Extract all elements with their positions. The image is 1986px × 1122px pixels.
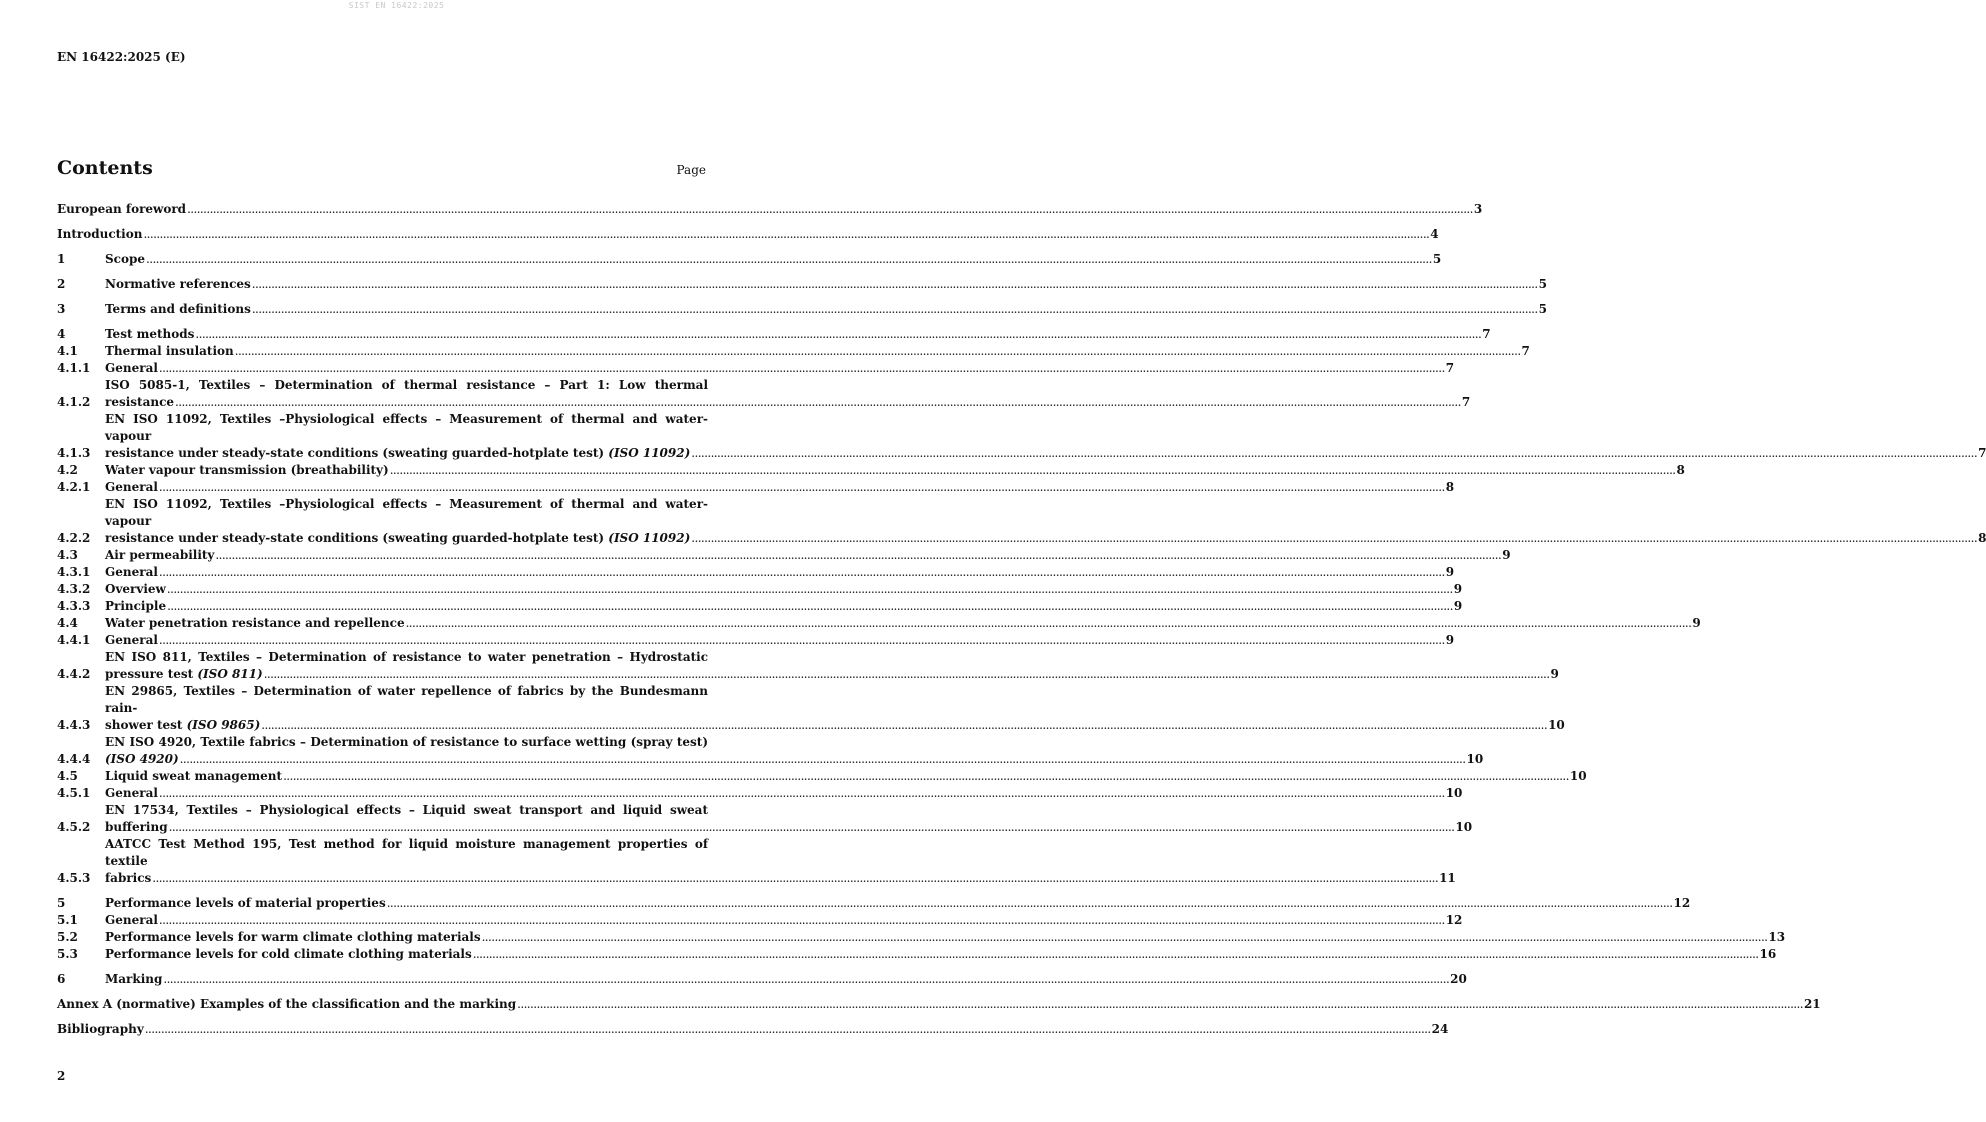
toc-page-number: 7 [1521,344,1530,358]
toc-entry-title: Terms and definitions [105,302,251,316]
toc-page-number: 9 [1502,548,1511,562]
toc-page-number: 20 [1450,972,1467,986]
toc-entry-title: European foreword [57,202,187,216]
dot-leader: ................................................................................................................................................................................................................................................................................................................................................................................................................ [143,227,1430,241]
toc-entry[interactable] [57,734,1484,768]
toc-entry-title: Performance levels for cold climate clothing materials [105,947,472,961]
dot-leader: ................................................................................................................................................................................................................................................................................................................................................................................................................ [234,344,1521,358]
dot-leader: ................................................................................................................................................................................................................................................................................................................................................................................................................ [158,786,1445,800]
toc-entry[interactable] [57,895,1691,912]
toc-section-number: 3 [57,302,66,316]
toc-entry[interactable] [57,462,1685,479]
dot-leader: ................................................................................................................................................................................................................................................................................................................................................................................................................ [405,616,1692,630]
toc-entry[interactable] [57,598,1463,615]
dot-leader: ................................................................................................................................................................................................................................................................................................................................................................................................................ [166,582,1453,596]
toc-section-number: 4.1.2 [57,395,91,409]
watermark: SIST EN 16422:2025 [348,1,445,10]
toc-entry-title-line: EN 29865, Textiles – Determination of water repellence of fabrics by the Bundesmann rain- [105,684,708,715]
dot-leader: ................................................................................................................................................................................................................................................................................................................................................................................................................ [472,947,1759,961]
toc-entry-title-line: ISO 5085-1, Textiles – Determination of thermal resistance – Part 1: Low thermal [105,378,708,392]
dot-leader: ................................................................................................................................................................................................................................................................................................................................................................................................................ [146,252,1432,266]
toc-page-number: 5 [1538,277,1547,291]
page-number: 2 [57,1069,66,1083]
toc-section-number: 4.5.2 [57,820,91,834]
toc-entry-title: fabrics [105,871,152,885]
dot-leader: ................................................................................................................................................................................................................................................................................................................................................................................................................ [517,997,1803,1011]
toc-entry-title-line: EN ISO 11092, Textiles –Physiological effects – Measurement of thermal and water-vapour [105,497,708,528]
toc-section-number: 1 [57,252,66,266]
toc-entry[interactable] [57,649,1559,683]
toc-page-number: 7 [1482,327,1491,341]
toc-page-number: 9 [1453,582,1463,596]
toc-entry[interactable] [57,946,1777,963]
page-column-label: Page [676,163,706,177]
toc-entry-title: General [105,633,158,647]
dot-leader: ................................................................................................................................................................................................................................................................................................................................................................................................................ [158,565,1445,579]
toc-section-number: 4.5.1 [57,786,91,800]
toc-section-number: 4.3.2 [57,582,91,596]
toc-entry[interactable] [57,802,1473,836]
toc-entry-title: General [105,361,158,375]
toc-page-number: 21 [1803,997,1821,1011]
contents-title: Contents [57,157,153,179]
toc-entry[interactable] [57,343,1530,360]
document-id: EN 16422:2025 (E) [57,50,186,64]
toc-page-number: 16 [1759,947,1777,961]
toc-entry-title: (ISO 4920) [105,752,179,766]
dot-leader: ................................................................................................................................................................................................................................................................................................................................................................................................................ [195,327,1482,341]
toc-section-number: 4.4.1 [57,633,91,647]
toc-entry-title: resistance under steady-state conditions (sweating guarded-hotplate test) (ISO 11092) [105,531,691,545]
toc-entry[interactable] [57,547,1511,564]
toc-section-number: 4.2 [57,463,78,477]
toc-entry[interactable] [57,226,1439,243]
dot-leader: ................................................................................................................................................................................................................................................................................................................................................................................................................ [168,820,1455,834]
toc-section-number: 4.4.2 [57,667,91,681]
toc-entry-title: buffering [105,820,168,834]
toc-entry-title: Overview [105,582,166,596]
toc-entry-title: Introduction [57,227,143,241]
toc-entry-title: Marking [105,972,163,986]
toc-page-number: 5 [1538,302,1547,316]
dot-leader: ................................................................................................................................................................................................................................................................................................................................................................................................................ [481,930,1768,944]
dot-leader: ................................................................................................................................................................................................................................................................................................................................................................................................................ [175,395,1461,409]
toc-page-number: 10 [1466,752,1484,766]
dot-leader: ................................................................................................................................................................................................................................................................................................................................................................................................................ [187,202,1473,216]
toc-entry-title: Annex A (normative) Examples of the classification and the marking [57,997,517,1011]
toc-entry[interactable] [57,251,1442,268]
toc-page-number: 12 [1445,913,1463,927]
dot-leader: ................................................................................................................................................................................................................................................................................................................................................................................................................ [158,913,1445,927]
toc-entry-title-line: EN ISO 11092, Textiles –Physiological effects – Measurement of thermal and water-vapour [105,412,708,443]
toc-entry-title: Air permeability [105,548,215,562]
dot-leader: ................................................................................................................................................................................................................................................................................................................................................................................................................ [263,667,1550,681]
toc-entry[interactable] [57,411,1986,462]
toc-page-number: 4 [1430,227,1439,241]
toc-section-number: 4.5.3 [57,871,91,885]
toc-page-number: 24 [1431,1022,1449,1036]
dot-leader: ................................................................................................................................................................................................................................................................................................................................................................................................................ [158,361,1445,375]
dot-leader: ................................................................................................................................................................................................................................................................................................................................................................................................................ [389,463,1676,477]
toc-entry-title: Normative references [105,277,251,291]
toc-entry-title: Water vapour transmission (breathability) [105,463,389,477]
toc-section-number: 4.2.2 [57,531,91,545]
dot-leader: ................................................................................................................................................................................................................................................................................................................................................................................................................ [158,480,1445,494]
toc-entry-title: Bibliography [57,1022,144,1036]
toc-entry[interactable] [57,1021,1449,1038]
toc-page-number: 7 [1978,446,1986,460]
dot-leader: ................................................................................................................................................................................................................................................................................................................................................................................................................ [386,896,1673,910]
toc-entry[interactable] [57,581,1463,598]
toc-entry[interactable] [57,912,1463,929]
toc-page-number: 10 [1445,786,1463,800]
toc-entry[interactable] [57,996,1821,1013]
toc-entry-title-line: AATCC Test Method 195, Test method for liquid moisture management properties of textile [105,837,708,868]
dot-leader: ................................................................................................................................................................................................................................................................................................................................................................................................................ [283,769,1569,783]
toc-entry-title: pressure test (ISO 811) [105,667,263,681]
toc-section-number: 5.2 [57,930,78,944]
toc-entry-title-line: EN ISO 4920, Textile fabrics – Determination of resistance to surface wetting (spray test) [105,735,708,749]
toc-entry-title: General [105,913,158,927]
dot-leader: ................................................................................................................................................................................................................................................................................................................................................................................................................ [144,1022,1431,1036]
dot-leader: ................................................................................................................................................................................................................................................................................................................................................................................................................ [167,599,1453,613]
toc-page-number: 7 [1461,395,1471,409]
toc-section-number: 4.4 [57,616,78,630]
toc-page-number: 3 [1473,202,1483,216]
toc-entry[interactable] [57,836,1456,887]
toc-entry-title: Thermal insulation [105,344,234,358]
toc-entry-title: Performance levels of material properties [105,896,386,910]
toc-entry[interactable] [57,929,1786,946]
toc-entry[interactable] [57,377,1471,411]
toc-page-number: 11 [1439,871,1456,885]
toc-section-number: 4.1 [57,344,78,358]
toc-section-number: 5.3 [57,947,78,961]
toc-entry-title: General [105,786,158,800]
toc-page-number: 8 [1978,531,1986,545]
toc-entry[interactable] [57,632,1455,649]
toc-page-number: 12 [1673,896,1691,910]
toc-page-number: 5 [1432,252,1442,266]
toc-entry[interactable] [57,768,1587,785]
toc-page-number: 9 [1692,616,1701,630]
toc-entry[interactable] [57,360,1455,377]
dot-leader: ................................................................................................................................................................................................................................................................................................................................................................................................................ [261,718,1548,732]
dot-leader: ................................................................................................................................................................................................................................................................................................................................................................................................................ [158,633,1445,647]
toc-entry[interactable] [57,496,1986,547]
toc-section-number: 4 [57,327,66,341]
toc-entry[interactable] [57,971,1467,988]
toc-entry-title-line: EN ISO 811, Textiles – Determination of resistance to water penetration – Hydrostatic [105,650,708,664]
toc-page-number: 10 [1455,820,1473,834]
toc-entry-title: resistance under steady-state conditions (sweating guarded-hotplate test) (ISO 11092) [105,446,691,460]
toc-entry-title: General [105,480,158,494]
toc-page-number: 9 [1453,599,1463,613]
toc-section-number: 5.1 [57,913,78,927]
dot-leader: ................................................................................................................................................................................................................................................................................................................................................................................................................ [691,446,1978,460]
toc-entry[interactable] [57,564,1455,581]
toc-section-number: 4.4.4 [57,752,91,766]
dot-leader: ................................................................................................................................................................................................................................................................................................................................................................................................................ [215,548,1502,562]
table-of-contents [57,201,1986,1038]
toc-entry[interactable] [57,326,1491,343]
toc-entry-title: resistance [105,395,175,409]
dot-leader: ................................................................................................................................................................................................................................................................................................................................................................................................................ [179,752,1466,766]
toc-entry-title: Liquid sweat management [105,769,283,783]
toc-entry-title-line: EN 17534, Textiles – Physiological effects – Liquid sweat transport and liquid sweat [105,803,708,817]
toc-page-number: 13 [1768,930,1786,944]
toc-section-number: 4.3.3 [57,599,91,613]
toc-entry-title: Test methods [105,327,195,341]
toc-section-number: 4.1.1 [57,361,91,375]
toc-entry-title: shower test (ISO 9865) [105,718,261,732]
toc-entry[interactable] [57,683,1565,734]
dot-leader: ................................................................................................................................................................................................................................................................................................................................................................................................................ [163,972,1450,986]
toc-page-number: 9 [1445,565,1455,579]
toc-page-number: 8 [1445,480,1455,494]
toc-entry[interactable] [57,201,1483,218]
toc-entry[interactable] [57,276,1547,293]
toc-entry-title: General [105,565,158,579]
toc-page-number: 10 [1548,718,1565,732]
toc-entry[interactable] [57,615,1701,632]
toc-section-number: 5 [57,896,66,910]
toc-section-number: 4.3 [57,548,78,562]
toc-page-number: 9 [1550,667,1559,681]
toc-section-number: 4.1.3 [57,446,91,460]
toc-section-number: 4.4.3 [57,718,91,732]
dot-leader: ................................................................................................................................................................................................................................................................................................................................................................................................................ [152,871,1439,885]
toc-section-number: 4.2.1 [57,480,91,494]
toc-section-number: 6 [57,972,66,986]
toc-entry[interactable] [57,479,1455,496]
toc-entry-title: Scope [105,252,146,266]
toc-entry[interactable] [57,785,1463,802]
toc-section-number: 4.3.1 [57,565,91,579]
toc-entry-title: Principle [105,599,167,613]
toc-entry[interactable] [57,301,1547,318]
toc-section-number: 4.5 [57,769,78,783]
toc-page-number: 9 [1445,633,1455,647]
dot-leader: ................................................................................................................................................................................................................................................................................................................................................................................................................ [251,277,1538,291]
toc-entry-title: Water penetration resistance and repellence [105,616,405,630]
toc-page-number: 10 [1569,769,1587,783]
toc-page-number: 8 [1676,463,1685,477]
toc-section-number: 2 [57,277,66,291]
toc-entry-title: Performance levels for warm climate clothing materials [105,930,481,944]
dot-leader: ................................................................................................................................................................................................................................................................................................................................................................................................................ [691,531,1978,545]
dot-leader: ................................................................................................................................................................................................................................................................................................................................................................................................................ [251,302,1538,316]
toc-page-number: 7 [1445,361,1455,375]
